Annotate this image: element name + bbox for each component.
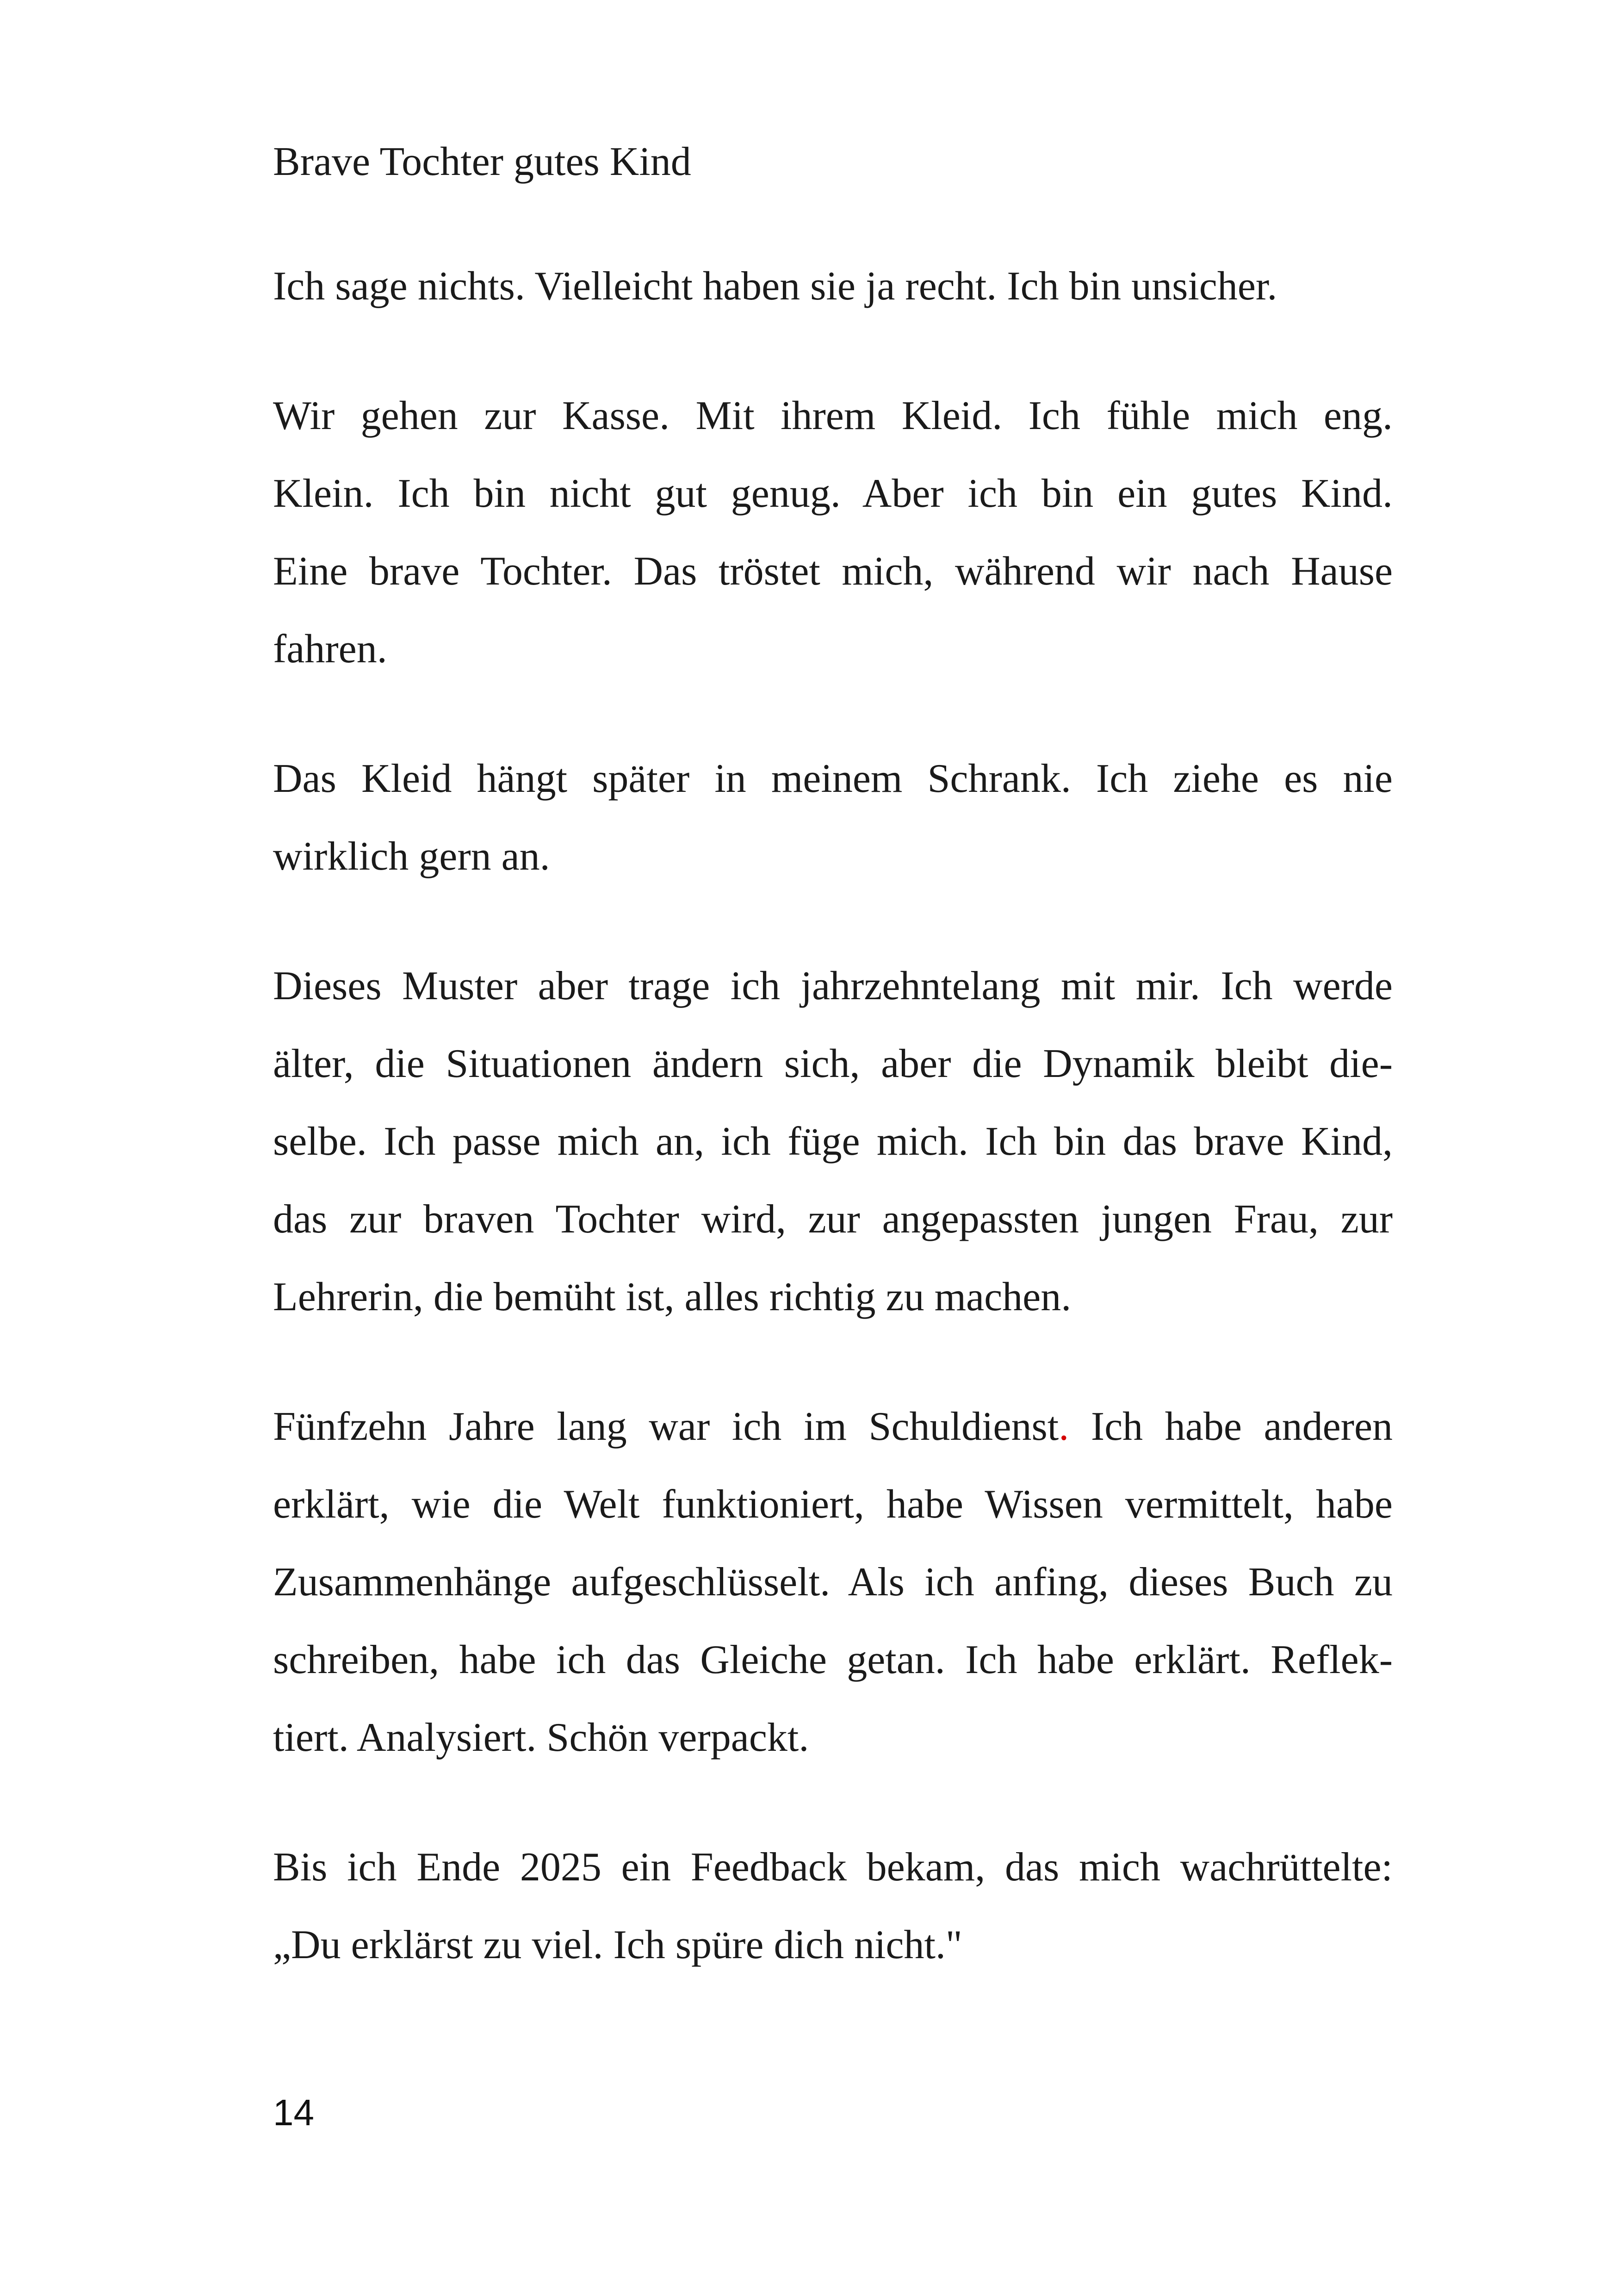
- text-line: Dieses Muster aber trage ich jahrzehntelang mit mir. Ich werde: [273, 964, 1393, 1008]
- text-line: selbe. Ich passe mich an, ich füge mich. Ich bin das brave Kind,: [273, 1119, 1393, 1164]
- text-line: Bis ich Ende 2025 ein Feedback bekam, das mich wachrüttelte:: [273, 1845, 1393, 1890]
- text-line: „Du erklärst zu viel. Ich spüre dich nicht.": [273, 1923, 962, 1967]
- running-header: Brave Tochter gutes Kind: [273, 139, 691, 184]
- text-line: wirklich gern an.: [273, 834, 550, 879]
- text-line: erklärt, wie die Welt funktioniert, habe Wissen vermittelt, habe: [273, 1482, 1393, 1527]
- text-line: fahren.: [273, 627, 387, 672]
- paragraph-6: [273, 1829, 1393, 1984]
- page-number: 14: [273, 2092, 314, 2133]
- text-line: Eine brave Tochter. Das tröstet mich, während wir nach Hause: [273, 549, 1393, 594]
- text-line: Das Kleid hängt später in meinem Schrank. Ich ziehe es nie: [273, 756, 1393, 801]
- text-line: tiert. Analysiert. Schön verpackt.: [273, 1715, 809, 1760]
- paragraph-5: [273, 1388, 1393, 1777]
- text-segment: Fünfzehn Jahre lang war ich im Schuldienst: [273, 1404, 1059, 1449]
- paragraph-1: [273, 248, 1393, 325]
- text-line: Ich sage nichts. Vielleicht haben sie ja recht. Ich bin unsicher.: [273, 264, 1277, 309]
- body-text: [273, 248, 1393, 2036]
- text-line: Wir gehen zur Kasse. Mit ihrem Kleid. Ich fühle mich eng.: [273, 393, 1393, 438]
- text-line: Klein. Ich bin nicht gut genug. Aber ich bin ein gutes Kind.: [273, 471, 1393, 516]
- text-line: älter, die Situationen ändern sich, aber die Dynamik bleibt die-: [273, 1041, 1393, 1086]
- text-line: schreiben, habe ich das Gleiche getan. Ich habe erklärt. Reflek-: [273, 1637, 1393, 1682]
- paragraph-2: [273, 377, 1393, 688]
- red-period-mark: .: [1059, 1404, 1069, 1449]
- text-line: Zusammenhänge aufgeschlüsselt. Als ich anfing, dieses Buch zu: [273, 1560, 1393, 1605]
- text-segment: Ich habe anderen: [1069, 1404, 1393, 1449]
- text-line: Lehrerin, die bemüht ist, alles richtig zu machen.: [273, 1275, 1072, 1319]
- paragraph-3: [273, 740, 1393, 896]
- paragraph-4: [273, 947, 1393, 1336]
- text-line-with-red-dot: [273, 1388, 1393, 1466]
- text-line: das zur braven Tochter wird, zur angepassten jungen Frau, zur: [273, 1197, 1393, 1242]
